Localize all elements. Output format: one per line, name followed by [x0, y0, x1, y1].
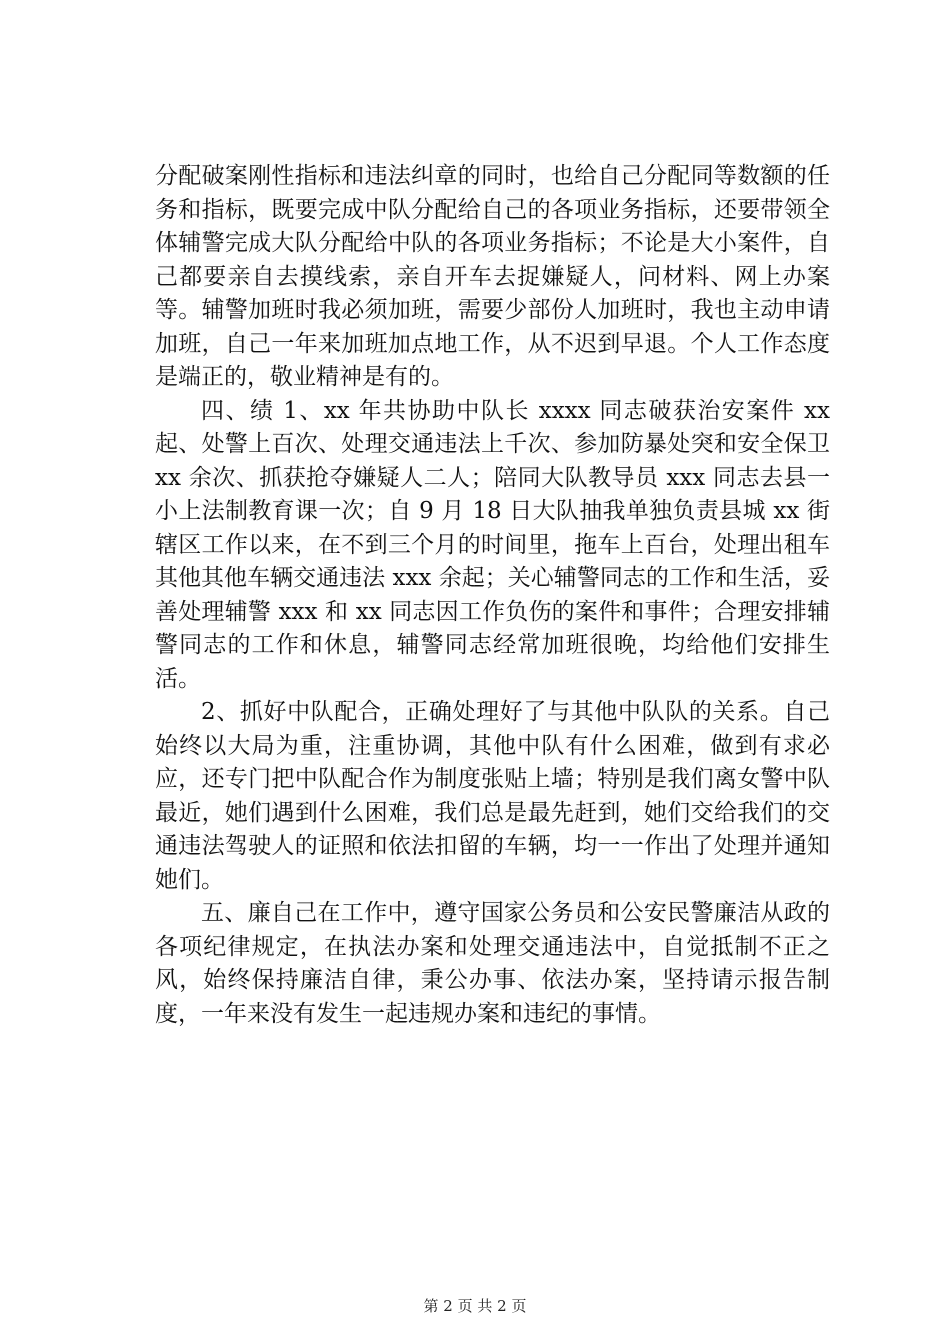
document-body — [155, 160, 830, 1031]
paragraph-item-two: 2、抓好中队配合，正确处理好了与其他中队队的关系。自己始终以大局为重，注重协调，其他中队有什么困难，做到有求必应，还专门把中队配合作为制度张贴上墙；特别是我们离女警中队最近，她们遇到什么困难，我们总是最先赶到，她们交给我们的交通违法驾驶人的证照和依法扣留的车辆，均一一作出了处理并通知她们。 — [155, 699, 830, 893]
paragraph-section-four: 四、绩 1、xx 年共协助中队长 xxxx 同志破获治安案件 xx 起、处警上百次、处理交通违法上千次、参加防暴处突和安全保卫 xx 余次、抓获抢夺嫌疑人二人；陪同大队教导员 xxx 同志去县一小上法制教育课一次；自 9 月 18 日大队抽我单独负责县城 xx 街辖区工作以来，在不到三个月的时间里，拖车上百台，处理出租车其他其他车辆交通违法 xxx 余起；关心辅警同志的工作和生活，妥善处理辅警 xxx 和 xx 同志因工作负伤的案件和事件；合理安排辅警同志的工作和休息，辅警同志经常加班很晚，均给他们安排生活。 — [155, 397, 830, 692]
paragraph-continuation: 分配破案刚性指标和违法纠章的同时，也给自己分配同等数额的任务和指标，既要完成中队分配给自己的各项业务指标，还要带领全体辅警完成大队分配给中队的各项业务指标；不论是大小案件，自己都要亲自去摸线索，亲自开车去捉嫌疑人，问材料、网上办案等。辅警加班时我必须加班，需要少部份人加班时，我也主动申请加班，自己一年来加班加点地工作，从不迟到早退。个人工作态度是端正的，敬业精神是有的。 — [155, 163, 830, 390]
paragraph-section-five: 五、廉自己在工作中，遵守国家公务员和公安民警廉洁从政的各项纪律规定，在执法办案和处理交通违法中，自觉抵制不正之风，始终保持廉洁自律，秉公办事、依法办案，坚持请示报告制度，一年来没有发生一起违规办案和违纪的事情。 — [155, 900, 830, 1027]
page-number-footer: 第 2 页 共 2 页 — [423, 1297, 527, 1315]
